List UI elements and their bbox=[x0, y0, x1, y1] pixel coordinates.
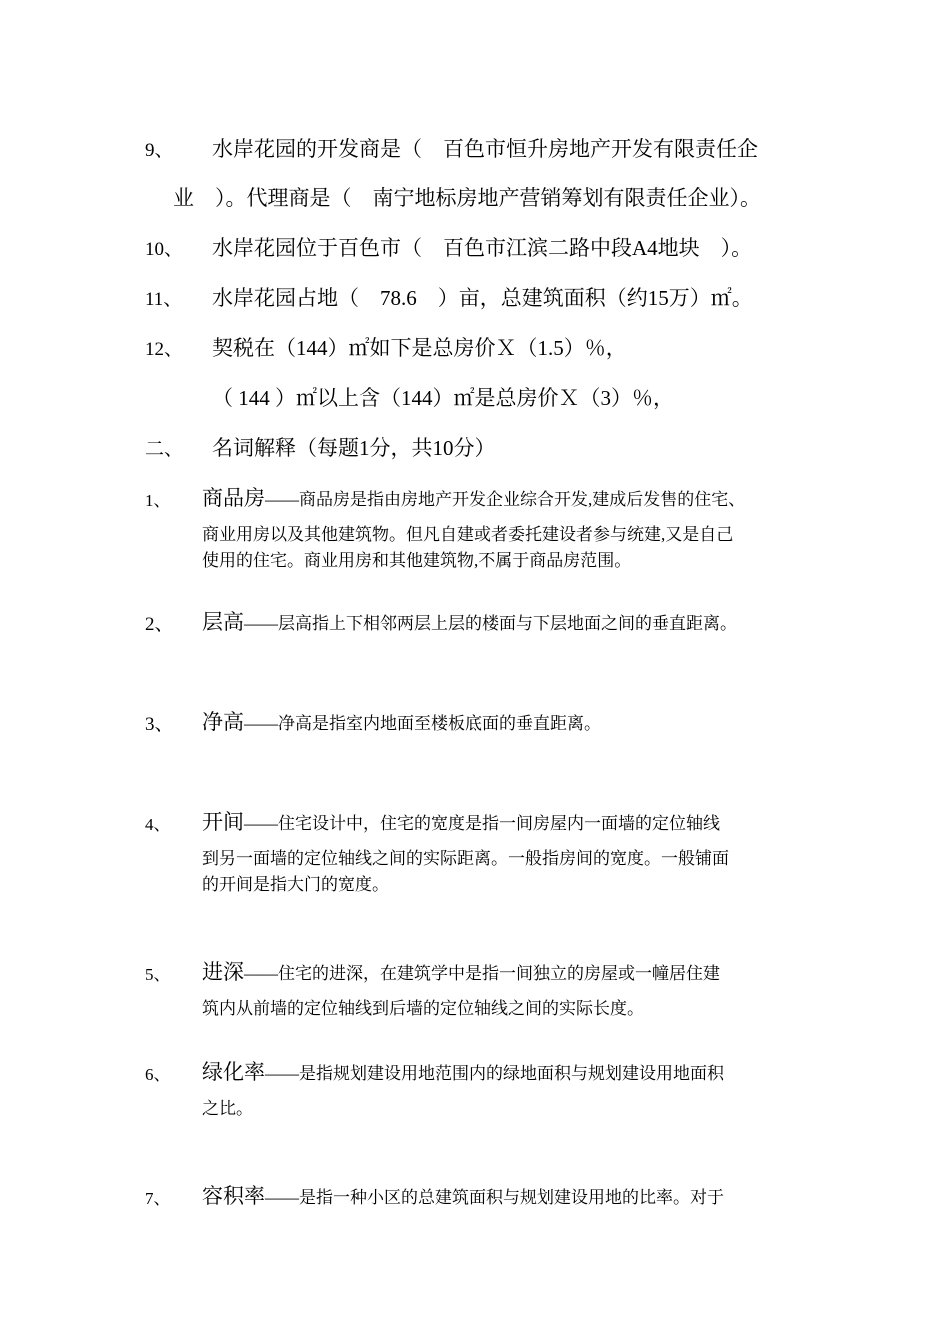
definition-text: ——层高指上下相邻两层上层的楼面与下层地面之间的垂直距离。 bbox=[244, 614, 737, 633]
definition-number: 2、 bbox=[145, 614, 174, 635]
fill-in-text: 水岸花园占地（ 78.6 ）亩，总建筑面积（约15万）㎡。 bbox=[212, 286, 753, 310]
item-number: 12、 bbox=[145, 339, 184, 360]
fill-in-text: 业 ）。代理商是（ 南宁地标房地产营销筹划有限责任企业）。 bbox=[173, 186, 761, 210]
definition-number: 5、 bbox=[145, 965, 171, 984]
definition-line bbox=[202, 812, 720, 833]
definition-term: 进深 bbox=[202, 960, 244, 984]
item-number: 9、 bbox=[145, 140, 174, 161]
definition-line bbox=[202, 1186, 724, 1207]
definition-text: ——是指一种小区的总建筑面积与规划建设用地的比率。对于 bbox=[265, 1188, 724, 1207]
definition-number: 4、 bbox=[145, 815, 171, 834]
definition-text: ——商品房是指由房地产开发企业综合开发,建成后发售的住宅、 bbox=[265, 490, 746, 509]
definition-line bbox=[202, 712, 601, 733]
fill-in-text: 水岸花园的开发商是（ 百色市恒升房地产开发有限责任企 bbox=[212, 137, 758, 161]
definition-term: 容积率 bbox=[202, 1184, 265, 1208]
fill-in-text: （ 144 ）㎡以上含（144）㎡是总房价Ｘ（3）％， bbox=[212, 386, 674, 410]
definition-line bbox=[202, 962, 720, 983]
definition-text: 使用的住宅。商业用房和其他建筑物,不属于商品房范围。 bbox=[202, 551, 632, 570]
definition-text: 之比。 bbox=[202, 1099, 253, 1118]
definition-text: 商业用房以及其他建筑物。但凡自建或者委托建设者参与统建,又是自己 bbox=[202, 525, 734, 544]
definition-term: 商品房 bbox=[202, 486, 265, 510]
fill-in-text: 契税在（144）㎡如下是总房价Ｘ（1.5）％， bbox=[212, 336, 627, 360]
definition-term: 开间 bbox=[202, 810, 244, 834]
section-title: 名词解释（每题1分，共10分） bbox=[212, 436, 496, 460]
definition-number: 3、 bbox=[145, 714, 174, 735]
fill-in-text: 水岸花园位于百色市（ 百色市江滨二路中段A4地块 ）。 bbox=[212, 236, 753, 260]
definition-text: 的开间是指大门的宽度。 bbox=[202, 875, 389, 894]
item-number: 11、 bbox=[145, 289, 183, 310]
definition-number: 7、 bbox=[145, 1189, 171, 1208]
definition-text: 筑内从前墙的定位轴线到后墙的定位轴线之间的实际长度。 bbox=[202, 999, 644, 1018]
definition-line bbox=[202, 1062, 724, 1083]
definition-text: ——住宅设计中，住宅的宽度是指一间房屋内一面墙的定位轴线 bbox=[244, 814, 720, 833]
definition-number: 1、 bbox=[145, 491, 171, 510]
section-number: 二、 bbox=[145, 439, 184, 460]
definition-line bbox=[202, 488, 745, 509]
definition-text: 到另一面墙的定位轴线之间的实际距离。一般指房间的宽度。一般铺面 bbox=[202, 849, 729, 868]
definition-number: 6、 bbox=[145, 1065, 171, 1084]
definition-text: ——净高是指室内地面至楼板底面的垂直距离。 bbox=[244, 714, 601, 733]
item-number: 10、 bbox=[145, 239, 184, 260]
definition-term: 层高 bbox=[202, 610, 244, 634]
definition-term: 净高 bbox=[202, 710, 244, 734]
definition-term: 绿化率 bbox=[202, 1060, 265, 1084]
definition-text: ——是指规划建设用地范围内的绿地面积与规划建设用地面积 bbox=[265, 1064, 724, 1083]
definition-text: ——住宅的进深，在建筑学中是指一间独立的房屋或一幢居住建 bbox=[244, 964, 720, 983]
definition-line bbox=[202, 612, 737, 633]
